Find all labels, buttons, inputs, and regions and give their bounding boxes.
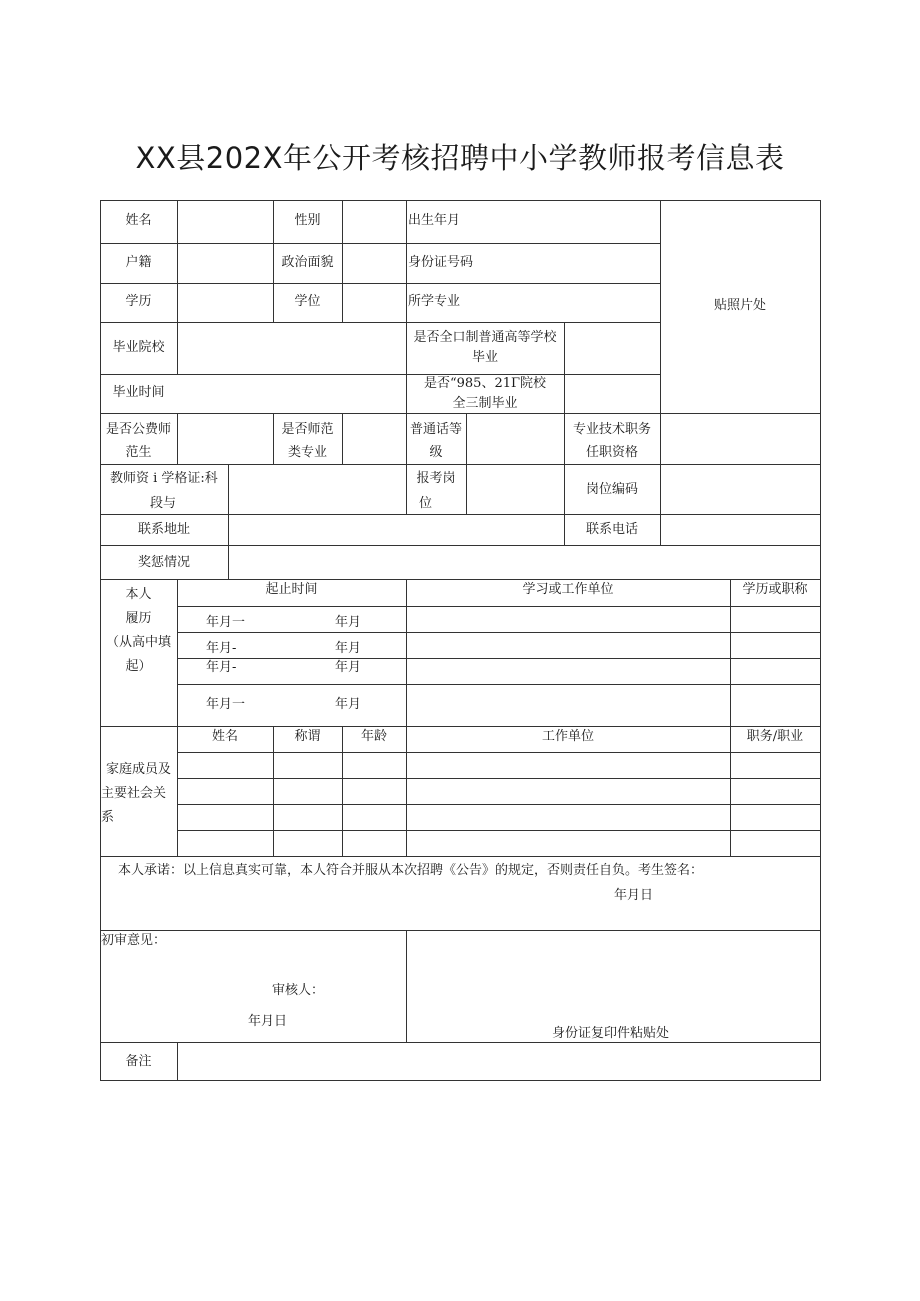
table-border xyxy=(100,1080,821,1081)
resume-to: 年月 xyxy=(335,641,362,656)
row-divider xyxy=(177,658,820,659)
label-gender: 性别 xyxy=(294,213,321,228)
row-divider xyxy=(100,856,820,857)
resume-col-title: 学历或职称 xyxy=(742,582,808,597)
resume-from: 年月一 xyxy=(206,615,246,630)
row-divider xyxy=(100,1042,820,1043)
row-divider xyxy=(177,684,820,685)
label-normal-1: 是否师范 xyxy=(281,422,334,437)
col-divider xyxy=(406,930,407,1042)
label-id-number: 身份证号码 xyxy=(408,255,474,270)
pledge-date: 年月日 xyxy=(614,888,654,903)
family-label-2: 主要社会关 xyxy=(101,786,167,801)
label-grad-time: 毕业时间 xyxy=(112,385,165,400)
label-post-1: 报考岗 xyxy=(416,471,456,486)
page-title: XX县202X年公开考核招聘中小学教师报考信息表 xyxy=(135,141,785,175)
col-divider xyxy=(564,322,565,413)
remarks-label: 备注 xyxy=(125,1054,152,1069)
col-divider xyxy=(177,1042,178,1080)
label-fulltime-2: 毕业 xyxy=(471,350,498,365)
family-col-name: 姓名 xyxy=(211,729,238,744)
col-divider xyxy=(406,579,407,856)
col-divider xyxy=(177,579,178,856)
family-label-1: 家庭成员及 xyxy=(105,762,171,777)
label-cert-2: 段与 xyxy=(150,496,177,511)
resume-from: 年月- xyxy=(206,660,237,675)
label-mandarin-1: 普通话等 xyxy=(409,422,462,437)
label-cert-1: 教师资 i 学格证:科 xyxy=(110,471,218,486)
label-political: 政治面貌 xyxy=(281,255,334,270)
row-divider xyxy=(177,632,820,633)
photo-placeholder: 贴照片处 xyxy=(713,298,766,313)
pledge-text: 本人承诺：以上信息真实可靠，本人符合并服从本次招聘《公告》的规定，否则责任自负。考生签名： xyxy=(118,863,704,878)
id-copy-placeholder: 身份证复印件粘贴处 xyxy=(552,1026,670,1041)
col-divider xyxy=(342,413,343,464)
label-school: 毕业院校 xyxy=(112,340,165,355)
label-address: 联系地址 xyxy=(137,522,190,537)
resume-label-3: （从高中填 xyxy=(105,635,171,650)
table-border xyxy=(820,200,821,1081)
resume-label-1: 本人 xyxy=(125,587,152,602)
resume-label-2: 履历 xyxy=(125,611,152,626)
label-post-2: 位 xyxy=(419,496,433,511)
table-border xyxy=(100,200,821,201)
col-divider xyxy=(342,200,343,322)
resume-label-4: 起） xyxy=(125,659,152,674)
family-col-job: 职务/职业 xyxy=(746,729,804,744)
row-divider xyxy=(100,283,660,284)
family-col-relation: 称谓 xyxy=(294,729,321,744)
row-divider xyxy=(100,374,660,375)
family-label-3: 系 xyxy=(101,810,115,825)
review-label: 初审意见： xyxy=(101,933,167,948)
label-title-2: 任职资格 xyxy=(585,445,638,460)
row-divider xyxy=(177,606,820,607)
col-divider xyxy=(228,464,229,579)
resume-from: 年月一 xyxy=(206,697,246,712)
label-major: 所学专业 xyxy=(408,294,461,309)
label-fulltime-1: 是否全口制普通高等学校 xyxy=(413,330,557,345)
resume-to: 年月 xyxy=(335,697,362,712)
reviewer-label: 审核人： xyxy=(272,983,325,998)
label-degree: 学位 xyxy=(294,294,321,309)
label-birth: 出生年月 xyxy=(408,213,461,228)
col-divider xyxy=(466,464,467,514)
label-awards: 奖惩情况 xyxy=(137,555,190,570)
family-col-unit: 工作单位 xyxy=(541,729,594,744)
row-divider xyxy=(100,930,820,931)
label-mandarin-2: 级 xyxy=(429,445,443,460)
col-divider xyxy=(730,579,731,856)
label-normal-2: 类专业 xyxy=(287,445,327,460)
review-date: 年月日 xyxy=(248,1014,288,1029)
label-public-2: 范生 xyxy=(125,445,152,460)
resume-col-time: 起止时间 xyxy=(265,582,318,597)
label-education: 学历 xyxy=(125,294,152,309)
label-title-1: 专业技术职务 xyxy=(572,422,651,437)
row-divider xyxy=(100,243,660,244)
resume-col-unit: 学习或工作单位 xyxy=(522,582,614,597)
label-phone: 联系电话 xyxy=(585,522,638,537)
col-divider xyxy=(660,413,661,464)
label-public-1: 是否公费师 xyxy=(105,422,171,437)
col-divider xyxy=(177,413,178,464)
row-divider xyxy=(100,514,820,515)
col-divider xyxy=(177,200,178,374)
label-name: 姓名 xyxy=(125,213,152,228)
resume-to: 年月 xyxy=(335,615,362,630)
label-985-2: 全三制毕业 xyxy=(452,396,518,411)
label-hukou: 户籍 xyxy=(125,255,152,270)
label-985-1: 是否“985、21Γ院校 xyxy=(423,376,547,391)
resume-from: 年月- xyxy=(206,641,237,656)
col-divider xyxy=(660,464,661,545)
col-divider xyxy=(466,413,467,464)
label-post-code: 岗位编码 xyxy=(585,482,638,497)
family-col-age: 年龄 xyxy=(360,729,387,744)
row-divider xyxy=(100,322,660,323)
row-divider xyxy=(100,545,820,546)
resume-to: 年月 xyxy=(335,660,362,675)
